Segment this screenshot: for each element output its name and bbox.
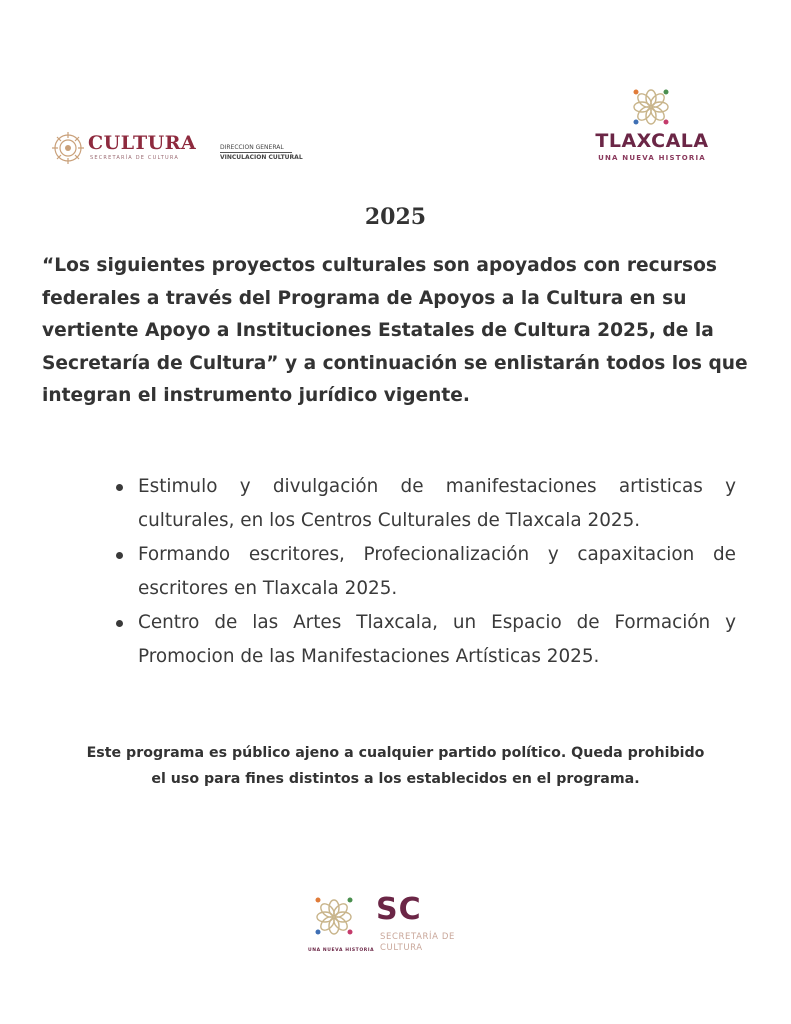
bullet-icon [116, 620, 123, 627]
bullet-icon [116, 484, 123, 491]
footer-emblem-subtitle: UNA NUEVA HISTORIA [308, 948, 375, 953]
cultura-emblem-icon [48, 128, 88, 168]
cultura-logo [48, 128, 308, 178]
intro-paragraph: “Los siguientes proyectos culturales son apoyados con recursos federales a través del Programa de Apoyos a la Cultura en su vertiente Apoyo a Instituciones Estatales de Cultura 2025, de la Secretaría de Cultura” y a continuación se enlistarán todos los que integran el instrumento jurídico vigente. [42, 255, 748, 406]
projects-list [116, 470, 736, 674]
dg-line2: VINCULACION CULTURAL [220, 154, 303, 161]
list-item [116, 606, 736, 674]
footer-flower-icon [312, 892, 356, 942]
document-year: 2025 [364, 204, 427, 230]
dg-divider [220, 152, 292, 153]
footer-sec-line2: CULTURA [380, 943, 423, 953]
cultura-wordmark: CULTURA [88, 132, 197, 154]
list-item [116, 470, 736, 538]
tlaxcala-wordmark: TLAXCALA [595, 130, 709, 152]
project-text: Estimulo y divulgación de manifestaciones artisticas y culturales, en los Centros Culturales de Tlaxcala 2025. [138, 476, 736, 531]
tlaxcala-subtitle: UNA NUEVA HISTORIA [598, 154, 706, 162]
disclaimer-line1: Este programa es público ajeno a cualquier partido político. Queda prohibido [86, 745, 705, 761]
list-item [116, 538, 736, 606]
tlaxcala-flower-icon [630, 86, 672, 128]
direccion-general-block [220, 144, 303, 161]
footer-sec-line1: SECRETARÍA DE [380, 932, 455, 942]
disclaimer [40, 740, 751, 792]
project-text: Centro de las Artes Tlaxcala, un Espacio de Formación y Promocion de las Manifestaciones Artísticas 2025. [138, 612, 736, 667]
project-text: Formando escritores, Profecionalización y capaxitacion de escritores en Tlaxcala 2025. [138, 544, 736, 599]
bullet-icon [116, 552, 123, 559]
tlaxcala-logo [582, 86, 722, 166]
footer-secretaria-label [380, 932, 480, 954]
dg-line1: DIRECCION GENERAL [220, 144, 284, 151]
cultura-subtitle: SECRETARÍA DE CULTURA [90, 155, 179, 161]
footer-sc-wordmark: SC [376, 892, 422, 927]
disclaimer-line2: el uso para fines distintos a los establecidos en el programa. [151, 771, 640, 787]
footer-logo [304, 892, 484, 962]
